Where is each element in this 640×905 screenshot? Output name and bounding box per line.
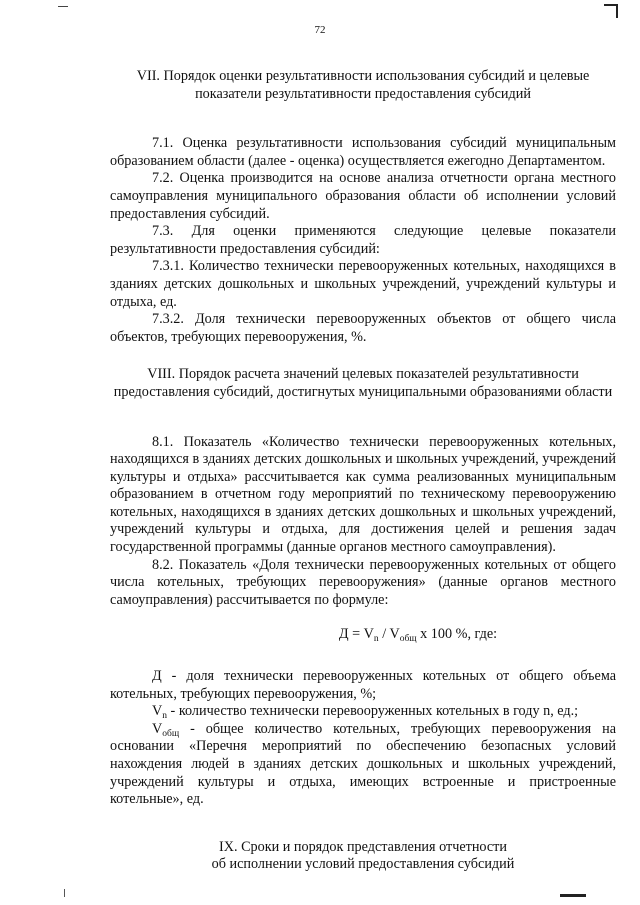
paragraph-7-1: 7.1. Оценка результативности использования субсидий муниципальным образованием области (далее - оценка) осуществляется ежегодно Департаментом. bbox=[110, 135, 616, 169]
scan-mark-top-left bbox=[58, 6, 68, 10]
definition-vn: $V_n$ - количество технически перевооруженных котельных в году n, ед.; bbox=[152, 703, 579, 722]
spacer bbox=[110, 103, 616, 135]
section-7-heading-line2: показатели результативности предоставления субсидий bbox=[195, 85, 531, 102]
paragraph-7-3-2: 7.3.2. Доля технически перевооруженных объектов от общего числа объектов, требующих перевооружения, %. bbox=[110, 311, 616, 345]
section-9-heading-line2: об исполнении условий предоставления субсидий bbox=[211, 856, 515, 873]
definition-d: Д - доля технически перевооруженных котельных от общего объема котельных, требующих перевооружения, %; bbox=[110, 668, 616, 702]
page-number: 72 bbox=[314, 24, 326, 36]
section-8-heading-line1: VIII. Порядок расчета значений целевых показателей результативности bbox=[147, 366, 579, 383]
scan-mark-top-right bbox=[604, 4, 618, 18]
spacer bbox=[110, 346, 616, 366]
document-body bbox=[110, 68, 616, 874]
spacer bbox=[110, 402, 616, 434]
scan-mark-bottom-right bbox=[560, 894, 586, 897]
section-8-heading bbox=[110, 366, 616, 401]
section-9-heading-line1: IX. Сроки и порядок представления отчетности bbox=[219, 838, 507, 855]
paragraph-7-2: 7.2. Оценка производится на основе анализа отчетности органа местного самоуправления муниципального образования области об исполнении условий предоставления субсидий. bbox=[110, 170, 616, 222]
section-9-heading bbox=[110, 839, 616, 874]
section-8-heading-line2: предоставления субсидий, достигнутых муниципальными образованиями области bbox=[113, 383, 613, 400]
spacer bbox=[110, 609, 616, 626]
spacer bbox=[110, 644, 616, 668]
section-7-heading-line1: VII. Порядок оценки результативности использования субсидий и целевые bbox=[136, 68, 590, 84]
paragraph-7-3: 7.3. Для оценки применяются следующие целевые показатели результативности предоставления субсидий: bbox=[110, 223, 616, 257]
paragraph-7-3-1: 7.3.1. Количество технически перевооруженных котельных, находящихся в зданиях детских дошкольных и школьных учреждений, учреждений культуры и отдыха, ед. bbox=[110, 258, 616, 310]
paragraph-8-2: 8.2. Показатель «Доля технически перевооруженных котельных от общего числа котельных, требующих перевооружения» (данные органов местного самоуправления) рассчитывается по формуле: bbox=[110, 556, 616, 608]
definition-vtotal: $V_{общ}$ - общее количество котельных, требующих перевооружения на основании «Перечня мероприятий по обеспечению безопасных условий нахождения людей в зданиях детских дошкольных и школьных учреждений, учреждений культуры и отдыха, имеющих встроенные и пристроенные котельные», ед. bbox=[110, 720, 616, 808]
paragraph-8-1: 8.1. Показатель «Количество технически перевооруженных котельных, находящихся в зданиях детских дошкольных и школьных учреждений, учреждений культуры и отдыха» рассчитывается как сумма реализованных муниципальным образованием в отчетном году мероприятий по техническому перевооружению котельных, находящихся в зданиях детских дошкольных и школьных учреждений, учреждений культуры и отдыха, для достижения целей и решения задач государственной программы (данные органов местного самоуправления). bbox=[110, 433, 616, 556]
spacer bbox=[110, 809, 616, 839]
scan-mark-bottom-left bbox=[64, 889, 65, 897]
section-7-heading bbox=[110, 68, 616, 103]
formula: $Д = V_n / V_{общ}$ x 100 %, где: bbox=[338, 626, 498, 645]
